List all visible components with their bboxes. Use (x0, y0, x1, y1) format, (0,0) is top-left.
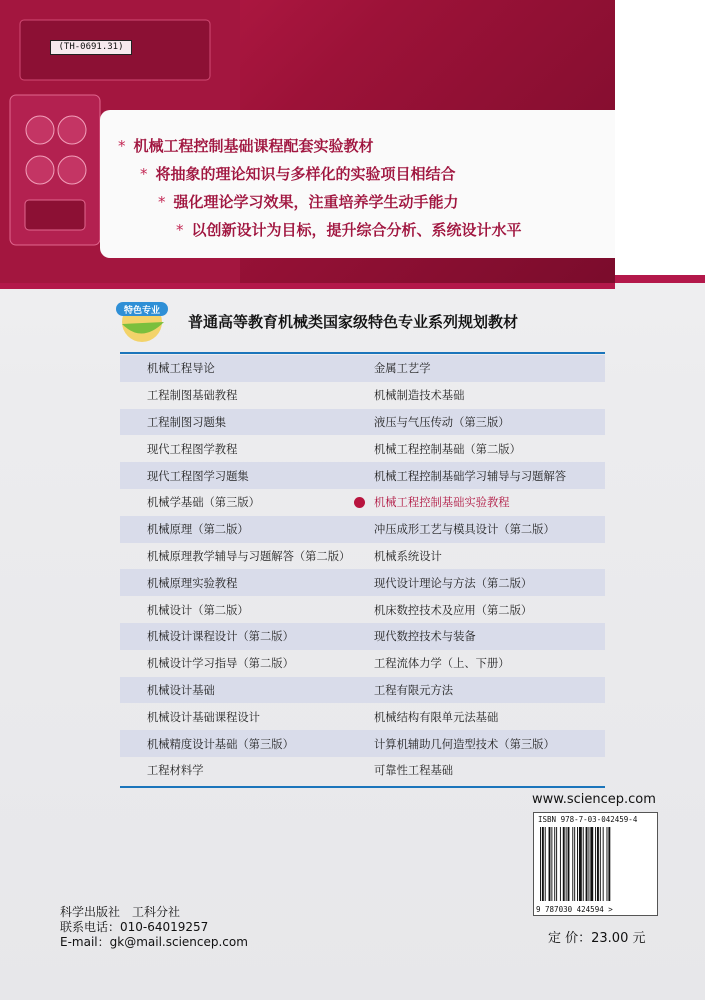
feature-line-4: * 以创新设计为目标，提升综合分析、系统设计水平 (176, 221, 522, 239)
publisher-phone: 联系电话：010-64019257 (60, 920, 209, 934)
book-title-right: 计算机辅助几何造型技术（第三版） (374, 737, 555, 751)
book-title-right: 冲压成形工艺与模具设计（第二版） (374, 523, 555, 537)
book-row (120, 462, 605, 489)
book-title-right: 金属工艺学 (374, 362, 431, 376)
barcode-bar (595, 827, 596, 901)
book-row (120, 382, 605, 409)
book-title-right: 工程有限元方法 (374, 683, 454, 697)
book-title-current: 机械工程控制基础实验教程 (374, 494, 605, 510)
barcode-bar (579, 827, 582, 901)
barcode-bar (560, 827, 561, 901)
barcode-bar (568, 827, 570, 901)
book-title-right: 机械结构有限单元法基础 (374, 710, 499, 724)
book-row (120, 623, 605, 650)
barcode-bar (540, 827, 541, 901)
barcode-bar (590, 827, 593, 901)
feature-line-1: * 机械工程控制基础课程配套实验教材 (118, 137, 374, 155)
series-book-table (120, 355, 605, 784)
publisher-name: 科学出版社 工科分社 (60, 905, 181, 919)
feature-line-3: * 强化理论学习效果，注重培养学生动手能力 (158, 193, 459, 211)
cover-top-banner (0, 0, 615, 283)
series-title: 普通高等教育机械类国家级特色专业系列规划教材 (188, 313, 519, 331)
barcode-bar (545, 827, 546, 901)
book-title-right: 可靠性工程基础 (374, 764, 454, 778)
barcode-bar (597, 827, 599, 901)
classification-code: (TH-0691.31) (50, 40, 132, 55)
barcode-bar (600, 827, 601, 901)
book-title-left: 现代工程图学习题集 (147, 469, 249, 483)
book-row (120, 435, 605, 462)
book-title-right: 液压与气压传动（第三版） (374, 415, 510, 429)
banner-right-margin (615, 0, 705, 283)
barcode-bar (551, 827, 552, 901)
table-bottom-rule (120, 786, 605, 788)
book-row (120, 543, 605, 570)
book-title-left: 机械学基础（第三版） (147, 496, 260, 510)
barcode-bar (556, 827, 557, 901)
book-row (120, 569, 605, 596)
book-title-right: 现代数控技术与装备 (374, 630, 476, 644)
barcode-bar (574, 827, 575, 901)
book-title-left: 工程材料学 (147, 764, 204, 778)
ean-digits: 9 787030 424594 > (536, 905, 613, 914)
barcode-bar (572, 827, 573, 901)
barcode-bar (603, 827, 604, 901)
isbn-number: ISBN 978-7-03-042459-4 (538, 815, 638, 824)
special-major-logo (112, 296, 172, 344)
barcode-bar (577, 827, 578, 901)
barcode-bar (554, 827, 555, 901)
book-title-left: 工程制图习题集 (147, 415, 227, 429)
book-row (120, 650, 605, 677)
publisher-email: E-mail：gk@mail.sciencep.com (60, 935, 248, 949)
book-title-left: 工程制图基础教程 (147, 389, 238, 403)
book-row (120, 409, 605, 436)
book-title-left: 机械工程导论 (147, 362, 215, 376)
book-row (120, 596, 605, 623)
book-title-left: 机械原理教学辅导与习题解答（第二版） (147, 549, 351, 563)
book-row (120, 757, 605, 784)
barcode-bar (566, 827, 567, 901)
banner-bottom-stripe (0, 283, 615, 289)
book-price: 定 价：23.00 元 (548, 931, 646, 946)
barcode-bar (583, 827, 584, 901)
book-title-left: 现代工程图学教程 (147, 442, 238, 456)
logo-label: 特色专业 (123, 306, 161, 316)
barcode-bar (542, 827, 544, 901)
book-row (120, 489, 605, 516)
book-title-left: 机械设计基础 (147, 683, 215, 697)
book-title-right: 工程流体力学（上、下册） (374, 657, 510, 671)
barcode-bars (540, 827, 650, 901)
publisher-website: www.sciencep.com (532, 792, 656, 807)
barcode-bar (563, 827, 565, 901)
book-row (120, 677, 605, 704)
table-top-rule (120, 352, 605, 354)
book-title-right: 机械制造技术基础 (374, 389, 465, 403)
book-title-left: 机械精度设计基础（第三版） (147, 737, 294, 751)
book-title-right: 机床数控技术及应用（第二版） (374, 603, 533, 617)
book-title-left: 机械设计学习指导（第二版） (147, 657, 294, 671)
book-row (120, 355, 605, 382)
book-row (120, 516, 605, 543)
book-title-right: 现代设计理论与方法（第二版） (374, 576, 533, 590)
book-title-right: 机械工程控制基础学习辅导与习题解答 (374, 469, 567, 483)
barcode-bar (607, 827, 608, 901)
book-title-right: 机械工程控制基础（第二版） (374, 442, 521, 456)
book-title-right: 机械系统设计 (374, 549, 442, 563)
barcode-bar (586, 827, 588, 901)
book-title-left: 机械设计基础课程设计 (147, 710, 260, 724)
isbn-barcode (533, 812, 658, 916)
barcode-bar (608, 827, 610, 901)
book-title-left: 机械原理实验教程 (147, 576, 238, 590)
book-row (120, 703, 605, 730)
book-title-left: 机械原理（第二版） (147, 523, 249, 537)
barcode-bar (549, 827, 551, 901)
barcode-bar (588, 827, 589, 901)
book-row (120, 730, 605, 757)
book-title-left: 机械设计（第二版） (147, 603, 249, 617)
book-title-left: 机械设计课程设计（第二版） (147, 630, 294, 644)
feature-line-2: * 将抽象的理论知识与多样化的实验项目相结合 (140, 165, 456, 183)
